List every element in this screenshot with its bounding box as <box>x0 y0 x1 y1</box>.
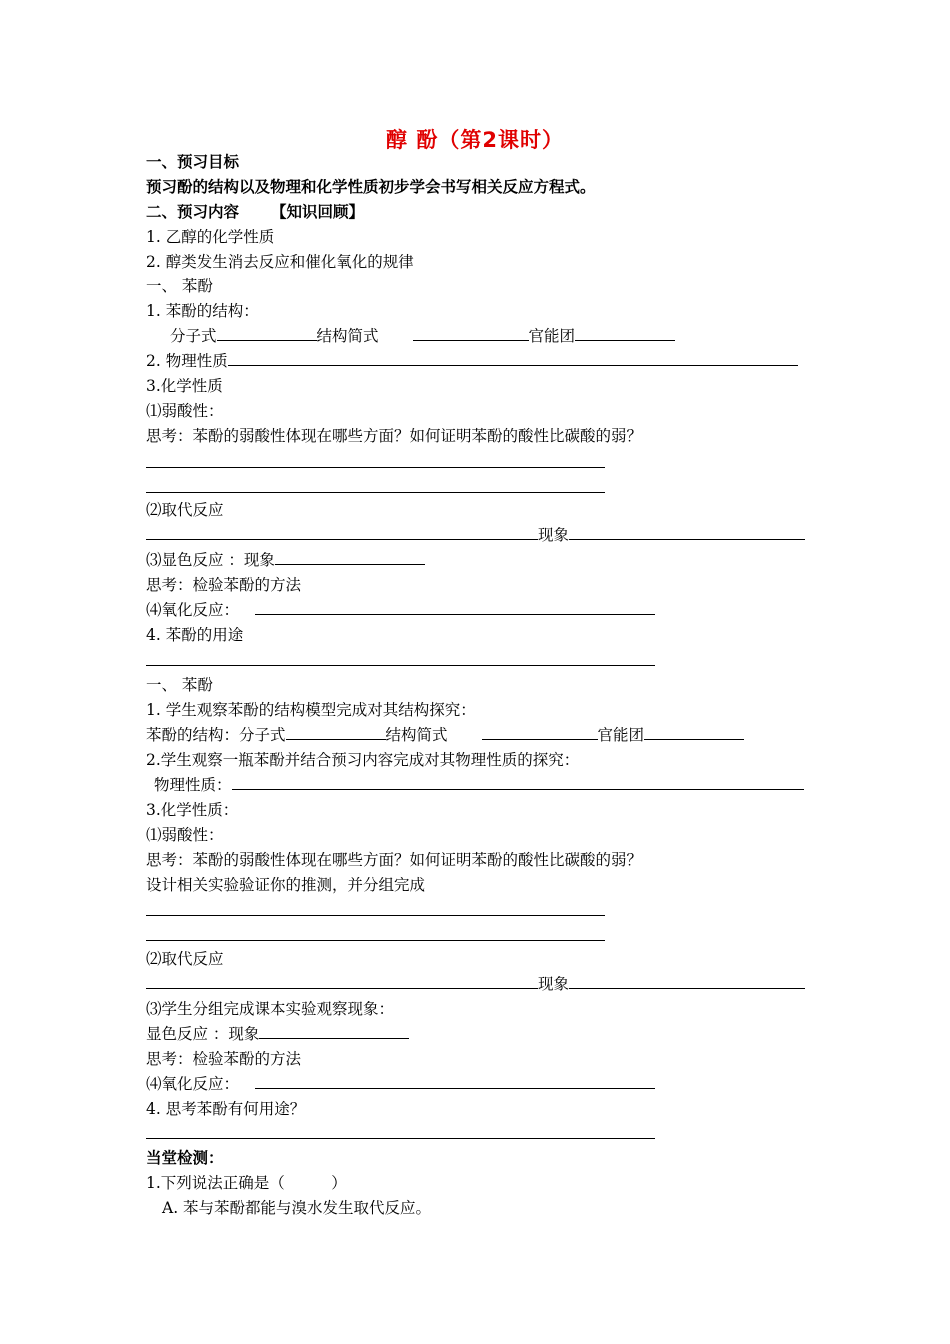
class-substitution-row: 现象 <box>146 974 805 994</box>
question-1: 1.下列说法正确是（ ） <box>146 1174 347 1192</box>
knowledge-review-label: 【知识回顾】 <box>271 203 365 221</box>
functional-group-label: 官能团 <box>528 327 576 345</box>
page-title: 醇 酚（第2课时） <box>386 128 564 152</box>
preview-content-heading: 二、预习内容 【知识回顾】 <box>146 203 365 221</box>
uses-item: 4. 苯酚的用途 <box>146 626 244 644</box>
answer-line[interactable] <box>146 940 605 941</box>
answer-line[interactable] <box>146 1138 655 1139</box>
think-test-method: 思考：检验苯酚的方法 <box>146 576 302 594</box>
simple-formula-label: 结构简式 <box>316 327 379 345</box>
formula-blank[interactable] <box>286 725 386 740</box>
physical-properties-blank[interactable] <box>232 775 804 790</box>
option-a: A. 苯与苯酚都能与溴水发生取代反应。 <box>162 1199 432 1217</box>
simple-formula-blank[interactable] <box>482 725 598 740</box>
phenomenon-blank[interactable] <box>569 525 805 540</box>
color-reaction-row: ⑶显色反应 ：现象 <box>146 550 425 570</box>
functional-group-blank[interactable] <box>575 326 675 341</box>
answer-line[interactable] <box>146 467 605 468</box>
think-acidity: 思考：苯酚的弱酸性体现在哪些方面？如何证明苯酚的酸性比碳酸的弱？ <box>146 427 643 445</box>
oxidation-row: ⑷氧化反应： <box>146 600 655 620</box>
functional-group-blank[interactable] <box>644 725 744 740</box>
structure-item: 1. 苯酚的结构： <box>146 302 259 320</box>
answer-line[interactable] <box>146 665 655 666</box>
phenomenon-label: 现象 <box>538 526 570 544</box>
simple-formula-blank[interactable] <box>413 326 529 341</box>
class-acidity-label: ⑴弱酸性： <box>146 826 224 844</box>
class-physical-row: 物理性质： <box>154 775 804 795</box>
preview-goal-text: 预习酚的结构以及物理和化学性质初步学会书写相关反应方程式。 <box>146 178 596 196</box>
phenol-section-heading: 一、 苯酚 <box>146 277 213 295</box>
physical-properties-blank[interactable] <box>228 351 798 366</box>
class-item-2: 2.学生观察一瓶苯酚并结合预习内容完成对其物理性质的探究： <box>146 751 580 769</box>
class-think-acidity: 思考：苯酚的弱酸性体现在哪些方面？如何证明苯酚的酸性比碳酸的弱？ <box>146 851 643 869</box>
weak-acidity-label: ⑴弱酸性： <box>146 402 224 420</box>
equation-blank[interactable] <box>146 525 538 540</box>
answer-line[interactable] <box>146 492 605 493</box>
answer-line[interactable] <box>146 915 605 916</box>
oxidation-blank[interactable] <box>255 600 655 615</box>
preview-goal-heading: 一、预习目标 <box>146 153 240 171</box>
design-experiment: 设计相关实验验证你的推测，并分组完成 <box>146 876 426 894</box>
substitution-label: ⑵取代反应 <box>146 501 224 519</box>
structure-fields <box>170 326 675 346</box>
phenomenon-blank[interactable] <box>569 974 805 989</box>
class-item-3: 3.化学性质： <box>146 801 239 819</box>
review-item-1: 1. 乙醇的化学性质 <box>146 228 275 246</box>
oxidation-blank[interactable] <box>255 1074 655 1089</box>
color-phenomenon-blank[interactable] <box>275 550 425 565</box>
formula-blank[interactable] <box>217 326 317 341</box>
test-heading: 当堂检测： <box>146 1149 224 1167</box>
class-color-row: 显色反应 ：现象 <box>146 1024 409 1044</box>
equation-blank[interactable] <box>146 974 538 989</box>
group-experiment: ⑶学生分组完成课本实验观察现象： <box>146 1000 395 1018</box>
chemical-properties-item: 3.化学性质 <box>146 377 223 395</box>
class-structure-fields: 苯酚的结构：分子式 结构简式 官能团 <box>146 725 744 745</box>
class-uses-item: 4. 思考苯酚有何用途？ <box>146 1100 306 1118</box>
substitution-row <box>146 525 805 545</box>
class-oxidation-row: ⑷氧化反应： <box>146 1074 655 1094</box>
color-phenomenon-blank[interactable] <box>259 1024 409 1039</box>
class-item-1: 1. 学生观察苯酚的结构模型完成对其结构探究： <box>146 701 476 719</box>
formula-label: 分子式 <box>170 327 217 345</box>
physical-properties-item: 2. 物理性质 <box>146 351 798 371</box>
class-substitution-label: ⑵取代反应 <box>146 950 224 968</box>
review-item-2: 2. 醇类发生消去反应和催化氧化的规律 <box>146 253 414 271</box>
class-phenol-heading: 一、 苯酚 <box>146 676 213 694</box>
class-think-test: 思考：检验苯酚的方法 <box>146 1050 302 1068</box>
